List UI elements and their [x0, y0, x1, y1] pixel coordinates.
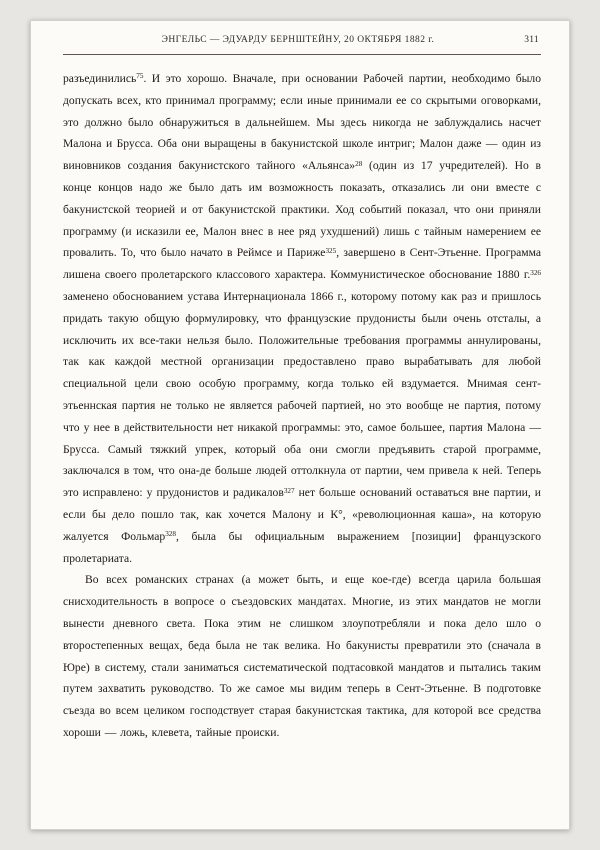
paragraph: разъединились$^{75}$. И это хорошо. Вначале, при основании Рабочей партии, необходимо было допускать всех, кто принимал программу; если иные принимали ее со скрытыми оговорками, это должно было обнаружиться в дальнейшем. Мы здесь никогда не заблуждались насчет Малона и Брусса. Оба они выращены в бакунистской школе интриг; Малон даже — один из виновников создания бакунистского тайного «Альянса»$^{28}$ (один из 17 учредителей). Но в конце концов надо же было дать им возможность показать, отказались ли они вместе с бакунистской теорией и от бакунистской практики. Ход событий показал, что они приняли программу (и исказили ее, Малон внес в нее ряд ухудшений) лишь с тайным намерением ее провалить. То, что было начато в Реймсе и Париже$^{325}$, завершено в Сент-Этьенне. Программа лишена своего пролетарского классового характера. Коммунистическое обоснование 1880 г.$^{326}$ заменено обоснованием устава Интернационала 1866 г., которому потому как раз и пришлось придать такую общую формулировку, что французские прудонисты были очень отсталы, а исключить их все-таки нельзя было. Положительные требования программы аннулированы, так как каждой местной организации предоставлено право вырабатывать для любой специальной цели свою особую программу, когда только ей вздумается. Мнимая сент-этьеннская партия не только не является рабочей партией, но это вообще не партия, потому что у нее в действительности нет никакой программы: это, самое большее, партия Малона — Брусса. Самый тяжкий упрек, который оба они смогли предъявить старой программе, заключался в том, что она-де больше людей оттолкнула от партии, чем привела к ней. Теперь это исправлено: у прудонистов и радикалов$^{327}$ нет больше оснований оставаться вне партии, и если бы дело пошло так, как хочется Малону и К°, «революционная каша», на которую жалуется Фольмар$^{328}$, была бы официальным выражением [позиции] французского пролетариата.	[63, 72, 542, 565]
footnote-reference: 325	[325, 246, 337, 255]
running-title: ЭНГЕЛЬС — ЭДУАРДУ БЕРНШТЕЙНУ, 20 ОКТЯБРЯ 1882 г.	[161, 35, 435, 45]
footnote-reference: 328	[165, 530, 176, 539]
paragraph: Во всех романских странах (а может быть, и еще кое-где) всегда царила большая снисходительность в вопросе о съездовских мандатах. Многие, из этих мандатов не могли вынести дневного света. Пока этим не слишком злоупотребляли и пока дело шло о второстепенных вещах, беда была не так велика. Но бакунисты превратили это (сначала в Юре) в систему, стали заниматься систематической подтасовкой мандатов и пытались таким путем захватить руководство. То же самое мы видим теперь в Сент-Этьенне. В подготовке съезда во всем целиком господствует старая бакунистская тактика, для которой все средства хороши — ложь, клевета, тайные происки.	[63, 573, 541, 739]
footnote-reference: 28	[355, 159, 363, 168]
header-rule	[63, 54, 541, 55]
body-text	[63, 68, 541, 744]
footnote-reference: 327	[283, 486, 295, 495]
footnote-reference: 326	[530, 268, 541, 277]
page-header	[63, 35, 541, 51]
book-page	[30, 20, 570, 830]
footnote-reference: 75	[136, 72, 144, 81]
page-number: 311	[524, 35, 539, 45]
